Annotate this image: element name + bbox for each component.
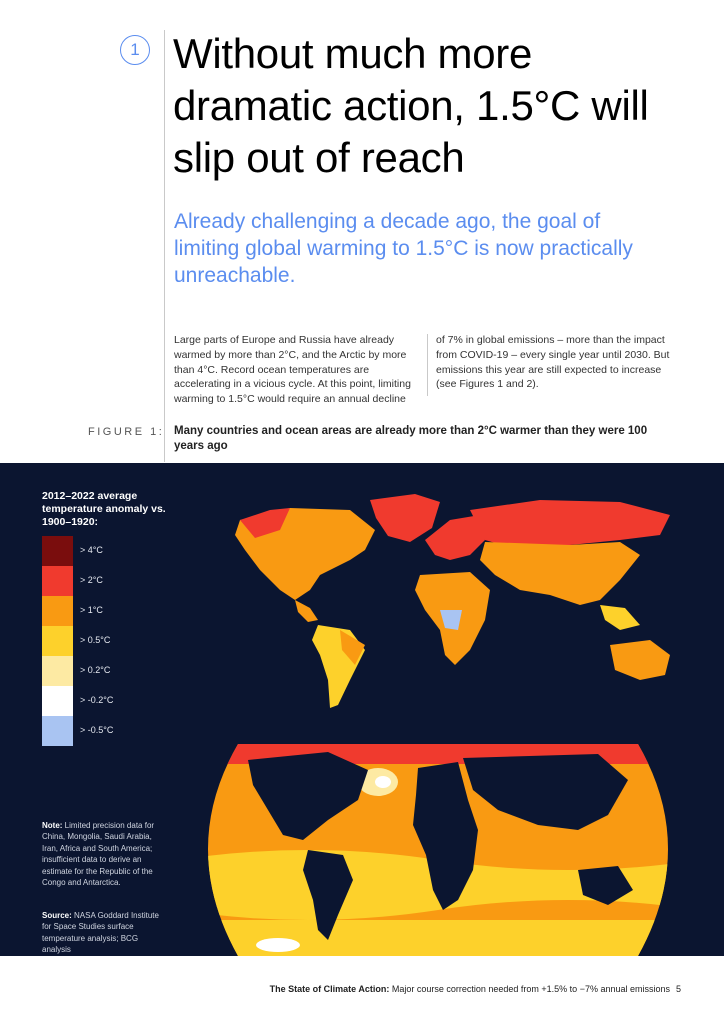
se-asia-shape [600,605,640,630]
russia-shape [470,500,670,550]
source-text: NASA Goddard Institute for Space Studies surface temperature analysis; BCG analysis [42,911,159,955]
body-text-column-2: of 7% in global emissions – more than the impact from COVID-19 – every single year until 2030. But emissions this year are still expected to increase (see Figures 1 and 2). [436,334,670,391]
source-label: Source: [42,911,72,920]
legend-label: > 0.5°C [80,635,111,645]
legend-item [42,566,162,596]
greenland-shape [370,494,440,542]
legend-swatch [42,566,73,596]
legend-label: > -0.5°C [80,725,114,735]
section-number-badge [120,35,150,65]
south-patch [256,938,300,952]
page-title: Without much more dramatic action, 1.5°C will slip out of reach [173,30,649,181]
page-number: 5 [676,984,682,994]
asia-shape [480,542,640,605]
footer [200,984,670,994]
cool-patch-center [375,776,391,788]
legend-swatch [42,716,73,746]
legend-item [42,596,162,626]
footer-report-title: The State of Climate Action: [269,984,390,994]
land-ocean-temperature-map [178,740,698,956]
legend-swatch [42,626,73,656]
legend-label: > 4°C [80,545,103,555]
legend-item [42,626,162,656]
legend-item [42,536,162,566]
left-rule [164,30,165,462]
note-label: Note: [42,821,63,830]
body-text-column-1: Large parts of Europe and Russia have already warmed by more than 2°C, and the Arctic by more than 4°C. Record ocean temperatures are accelerating in a vicious cycle. At this point, limiting warming to 1.5°C would require an annual decline [174,334,411,406]
legend-swatch [42,596,73,626]
legend-item [42,716,162,746]
figure-caption: Many countries and ocean areas are already more than 2°C warmer than they were 100 years ago [174,425,648,452]
figure-source [42,910,162,956]
figure-label: FIGURE 1: [88,426,165,438]
legend-item [42,686,162,716]
land-temperature-map [200,480,700,720]
legend [42,536,162,746]
legend-label: > -0.2°C [80,695,114,705]
note-text: Limited precision data for China, Mongolia, Saudi Arabia, Iran, Africa and South America; insufficient data to derive an estimate for the Republic of the Congo and Antarctica. [42,821,155,888]
legend-label: > 0.2°C [80,665,111,675]
legend-item [42,656,162,686]
legend-swatch [42,686,73,716]
footer-tagline: Major course correction needed from +1.5% to −7% annual emissions [389,984,670,994]
australia-shape [610,640,670,680]
legend-label: > 2°C [80,575,103,585]
figure-note [42,820,164,888]
legend-swatch [42,536,73,566]
column-divider [427,334,428,396]
legend-label: > 1°C [80,605,103,615]
legend-swatch [42,656,73,686]
south-america-shape [312,625,365,708]
southern-ocean-band [178,920,698,956]
section-number: 1 [130,40,140,59]
central-america-shape [295,600,318,622]
legend-title: 2012–2022 average temperature anomaly vs. 1900–1920: [42,490,166,528]
page-subtitle: Already challenging a decade ago, the goal of limiting global warming to 1.5°C is now practically unreachable. [174,210,633,287]
